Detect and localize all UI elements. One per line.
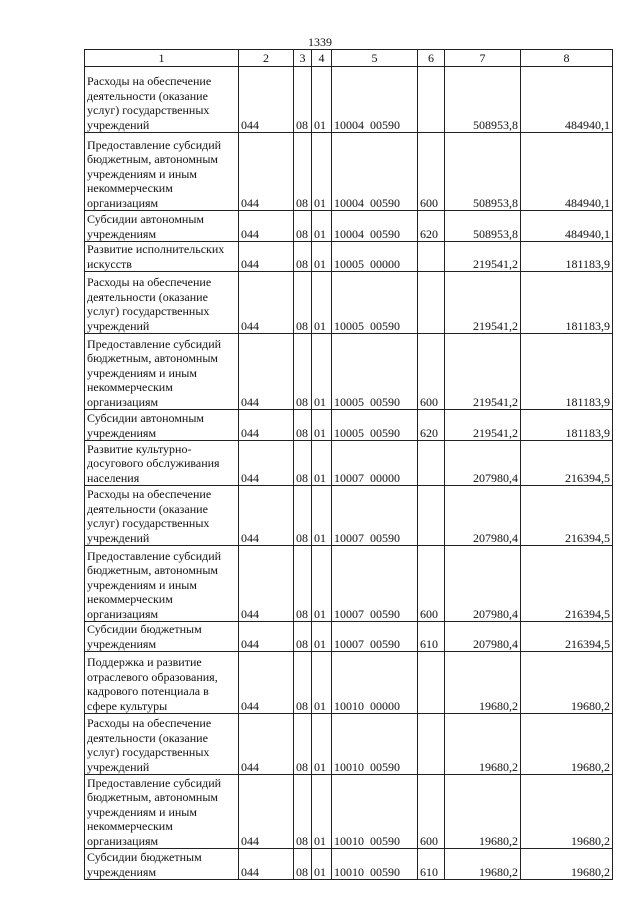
row-name: Предоставление субсидий бюджетным, автономным учреждениям и иным некоммерческим организациям bbox=[85, 133, 239, 211]
row-name: Расходы на обеспечение деятельности (оказание услуг) государственных учреждений bbox=[85, 272, 239, 334]
table-row bbox=[85, 546, 613, 622]
expense-type-code: 620 bbox=[418, 211, 445, 242]
expense-type-code bbox=[418, 67, 445, 133]
row-name: Предоставление субсидий бюджетным, автономным учреждениям и иным некоммерческим организациям bbox=[85, 546, 239, 622]
column-header-4: 4 bbox=[312, 50, 332, 67]
amount-col8: 19680,2 bbox=[521, 775, 613, 849]
expense-type-code bbox=[418, 714, 445, 775]
amount-col8: 19680,2 bbox=[521, 849, 613, 880]
amount-col8: 216394,5 bbox=[521, 486, 613, 546]
target-article-code: 10010 00590 bbox=[332, 714, 418, 775]
table-row bbox=[85, 242, 613, 272]
table-row bbox=[85, 622, 613, 652]
column-header-2: 2 bbox=[239, 50, 294, 67]
ministry-code: 044 bbox=[239, 211, 294, 242]
subsection-code: 01 bbox=[312, 272, 332, 334]
table-row bbox=[85, 133, 613, 211]
amount-col7: 219541,2 bbox=[445, 410, 521, 441]
ministry-code: 044 bbox=[239, 410, 294, 441]
row-name: Расходы на обеспечение деятельности (оказание услуг) государственных учреждений bbox=[85, 714, 239, 775]
table-row bbox=[85, 486, 613, 546]
amount-col8: 216394,5 bbox=[521, 441, 613, 486]
ministry-code: 044 bbox=[239, 652, 294, 714]
table-row bbox=[85, 441, 613, 486]
section-code: 08 bbox=[294, 242, 312, 272]
row-name: Предоставление субсидий бюджетным, автономным учреждениям и иным некоммерческим организациям bbox=[85, 334, 239, 410]
amount-col7: 508953,8 bbox=[445, 211, 521, 242]
expense-type-code: 600 bbox=[418, 546, 445, 622]
target-article-code: 10004 00590 bbox=[332, 211, 418, 242]
table-row bbox=[85, 410, 613, 441]
row-name: Расходы на обеспечение деятельности (оказание услуг) государственных учреждений bbox=[85, 486, 239, 546]
amount-col7: 207980,4 bbox=[445, 622, 521, 652]
budget-table bbox=[84, 49, 613, 880]
expense-type-code bbox=[418, 652, 445, 714]
section-code: 08 bbox=[294, 67, 312, 133]
section-code: 08 bbox=[294, 652, 312, 714]
amount-col7: 219541,2 bbox=[445, 334, 521, 410]
section-code: 08 bbox=[294, 849, 312, 880]
subsection-code: 01 bbox=[312, 67, 332, 133]
section-code: 08 bbox=[294, 546, 312, 622]
table-row bbox=[85, 652, 613, 714]
column-header-1: 1 bbox=[85, 50, 239, 67]
section-code: 08 bbox=[294, 714, 312, 775]
page-number: 1339 bbox=[308, 35, 332, 49]
row-name: Развитие культурно-досугового обслуживания населения bbox=[85, 441, 239, 486]
row-name: Развитие исполнительских искусств bbox=[85, 242, 239, 272]
subsection-code: 01 bbox=[312, 546, 332, 622]
row-name: Субсидии автономным учреждениям bbox=[85, 211, 239, 242]
ministry-code: 044 bbox=[239, 133, 294, 211]
subsection-code: 01 bbox=[312, 441, 332, 486]
subsection-code: 01 bbox=[312, 211, 332, 242]
amount-col8: 181183,9 bbox=[521, 334, 613, 410]
target-article-code: 10007 00590 bbox=[332, 546, 418, 622]
expense-type-code bbox=[418, 441, 445, 486]
ministry-code: 044 bbox=[239, 714, 294, 775]
amount-col8: 484940,1 bbox=[521, 67, 613, 133]
row-name: Субсидии бюджетным учреждениям bbox=[85, 849, 239, 880]
column-header-7: 7 bbox=[445, 50, 521, 67]
subsection-code: 01 bbox=[312, 775, 332, 849]
target-article-code: 10010 00590 bbox=[332, 775, 418, 849]
target-article-code: 10005 00000 bbox=[332, 242, 418, 272]
target-article-code: 10005 00590 bbox=[332, 272, 418, 334]
amount-col8: 181183,9 bbox=[521, 242, 613, 272]
expense-type-code: 600 bbox=[418, 775, 445, 849]
subsection-code: 01 bbox=[312, 849, 332, 880]
target-article-code: 10007 00590 bbox=[332, 622, 418, 652]
table-row bbox=[85, 714, 613, 775]
amount-col8: 216394,5 bbox=[521, 546, 613, 622]
row-name: Расходы на обеспечение деятельности (оказание услуг) государственных учреждений bbox=[85, 67, 239, 133]
row-name: Предоставление субсидий бюджетным, автономным учреждениям и иным некоммерческим организациям bbox=[85, 775, 239, 849]
subsection-code: 01 bbox=[312, 133, 332, 211]
expense-type-code: 600 bbox=[418, 334, 445, 410]
ministry-code: 044 bbox=[239, 441, 294, 486]
section-code: 08 bbox=[294, 441, 312, 486]
section-code: 08 bbox=[294, 775, 312, 849]
row-name: Субсидии бюджетным учреждениям bbox=[85, 622, 239, 652]
ministry-code: 044 bbox=[239, 622, 294, 652]
target-article-code: 10004 00590 bbox=[332, 67, 418, 133]
ministry-code: 044 bbox=[239, 486, 294, 546]
target-article-code: 10005 00590 bbox=[332, 410, 418, 441]
expense-type-code: 610 bbox=[418, 622, 445, 652]
section-code: 08 bbox=[294, 486, 312, 546]
ministry-code: 044 bbox=[239, 334, 294, 410]
column-header-8: 8 bbox=[521, 50, 613, 67]
subsection-code: 01 bbox=[312, 486, 332, 546]
amount-col8: 484940,1 bbox=[521, 133, 613, 211]
amount-col7: 19680,2 bbox=[445, 849, 521, 880]
table-body bbox=[85, 67, 613, 880]
expense-type-code bbox=[418, 272, 445, 334]
column-header-6: 6 bbox=[418, 50, 445, 67]
table-row bbox=[85, 272, 613, 334]
amount-col7: 19680,2 bbox=[445, 714, 521, 775]
ministry-code: 044 bbox=[239, 242, 294, 272]
section-code: 08 bbox=[294, 211, 312, 242]
subsection-code: 01 bbox=[312, 714, 332, 775]
table-row bbox=[85, 334, 613, 410]
amount-col7: 207980,4 bbox=[445, 546, 521, 622]
expense-type-code: 600 bbox=[418, 133, 445, 211]
ministry-code: 044 bbox=[239, 775, 294, 849]
amount-col8: 216394,5 bbox=[521, 622, 613, 652]
table-row bbox=[85, 67, 613, 133]
table-header-row bbox=[85, 50, 613, 67]
amount-col7: 219541,2 bbox=[445, 272, 521, 334]
column-header-3: 3 bbox=[294, 50, 312, 67]
target-article-code: 10005 00590 bbox=[332, 334, 418, 410]
amount-col7: 207980,4 bbox=[445, 441, 521, 486]
amount-col7: 508953,8 bbox=[445, 133, 521, 211]
amount-col8: 181183,9 bbox=[521, 272, 613, 334]
amount-col7: 19680,2 bbox=[445, 775, 521, 849]
amount-col7: 207980,4 bbox=[445, 486, 521, 546]
amount-col7: 219541,2 bbox=[445, 242, 521, 272]
subsection-code: 01 bbox=[312, 622, 332, 652]
subsection-code: 01 bbox=[312, 652, 332, 714]
ministry-code: 044 bbox=[239, 849, 294, 880]
section-code: 08 bbox=[294, 272, 312, 334]
amount-col8: 484940,1 bbox=[521, 211, 613, 242]
amount-col8: 19680,2 bbox=[521, 652, 613, 714]
amount-col7: 19680,2 bbox=[445, 652, 521, 714]
expense-type-code bbox=[418, 242, 445, 272]
row-name: Поддержка и развитие отраслевого образования, кадрового потенциала в сфере культуры bbox=[85, 652, 239, 714]
table-row bbox=[85, 775, 613, 849]
row-name: Субсидии автономным учреждениям bbox=[85, 410, 239, 441]
subsection-code: 01 bbox=[312, 242, 332, 272]
ministry-code: 044 bbox=[239, 67, 294, 133]
table-row bbox=[85, 211, 613, 242]
section-code: 08 bbox=[294, 334, 312, 410]
table-row bbox=[85, 849, 613, 880]
amount-col8: 181183,9 bbox=[521, 410, 613, 441]
target-article-code: 10010 00590 bbox=[332, 849, 418, 880]
amount-col8: 19680,2 bbox=[521, 714, 613, 775]
subsection-code: 01 bbox=[312, 410, 332, 441]
expense-type-code: 620 bbox=[418, 410, 445, 441]
section-code: 08 bbox=[294, 410, 312, 441]
target-article-code: 10010 00000 bbox=[332, 652, 418, 714]
section-code: 08 bbox=[294, 622, 312, 652]
amount-col7: 508953,8 bbox=[445, 67, 521, 133]
target-article-code: 10007 00590 bbox=[332, 486, 418, 546]
subsection-code: 01 bbox=[312, 334, 332, 410]
ministry-code: 044 bbox=[239, 546, 294, 622]
ministry-code: 044 bbox=[239, 272, 294, 334]
target-article-code: 10004 00590 bbox=[332, 133, 418, 211]
column-header-5: 5 bbox=[332, 50, 418, 67]
expense-type-code: 610 bbox=[418, 849, 445, 880]
expense-type-code bbox=[418, 486, 445, 546]
target-article-code: 10007 00000 bbox=[332, 441, 418, 486]
section-code: 08 bbox=[294, 133, 312, 211]
